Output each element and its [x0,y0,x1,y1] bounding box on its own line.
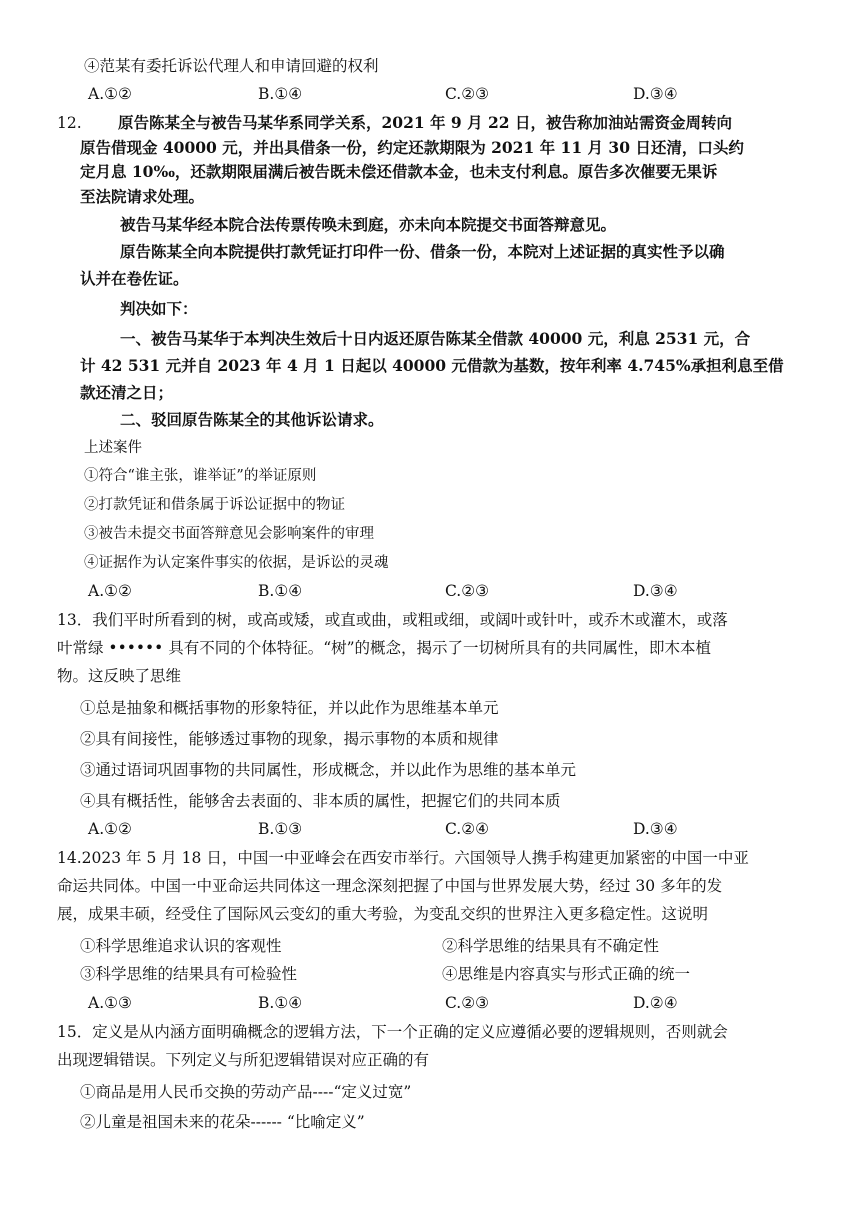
q12-stem: 上述案件 [84,440,142,456]
q14-choice-2: ②科学思维的结果具有不确定性 [442,937,660,955]
q12-number: 12. [57,114,82,132]
q15-stem-line2: 出现逻辑错误。下列定义与所犯逻辑错误对应正确的有 [57,1051,430,1069]
option-c: C.②③ [445,85,490,103]
q15-choice-2: ②儿童是祖国未来的花朵------ “比喻定义” [80,1113,365,1131]
q12-para5-line3: 款还清之日； [80,383,174,402]
option-b: B.①③ [258,820,303,838]
option-c: C.②③ [445,582,490,600]
q15-choice-1: ①商品是用人民币交换的劳动产品----“定义过宽” [80,1083,412,1101]
q14-choices-row2 [80,963,820,985]
q12-para1-line2: 原告借现金 40000 元，并出具借条一份，约定还款期限为 2021 年 11 月 30 日还清，口头约 [80,138,744,157]
q12-options [88,580,818,602]
q12-para5-line1: 一、被告马某华于本判决生效后十日内返还原告陈某全借款 40000 元，利息 2531 元，合 [120,329,751,348]
q12-para3-line1: 原告陈某全向本院提供打款凭证打印件一份、借条一份，本院对上述证据的真实性予以确 [120,242,725,261]
option-a: A.①② [88,820,132,838]
q11-choice-4: ④范某有委托诉讼代理人和申请回避的权利 [84,57,379,75]
q12-choice-1: ①符合“谁主张，谁举证”的举证原则 [84,468,317,484]
option-a: A.①③ [88,994,132,1012]
q14-choice-4: ④思维是内容真实与形式正确的统一 [442,965,691,983]
option-d: D.③④ [633,820,678,838]
q13-stem-line3: 物。这反映了思维 [57,667,182,685]
q13-choice-1: ①总是抽象和概括事物的形象特征，并以此作为思维基本单元 [80,699,499,717]
q12-para3-line2: 认并在卷佐证。 [80,269,189,288]
option-d: D.③④ [633,85,678,103]
option-d: D.③④ [633,582,678,600]
q12-choice-2: ②打款凭证和借条属于诉讼证据中的物证 [84,497,345,513]
q14-stem-line3: 展，成果丰硕，经受住了国际风云变幻的重大考验，为变乱交织的世界注入更多稳定性。这说明 [57,905,709,923]
q13-choice-4: ④具有概括性，能够舍去表面的、非本质的属性，把握它们的共同本质 [80,792,561,810]
q12-para2: 被告马某华经本院合法传票传唤未到庭，亦未向本院提交书面答辩意见。 [120,215,617,234]
q12-choice-4: ④证据作为认定案件事实的依据，是诉讼的灵魂 [84,555,389,571]
option-b: B.①④ [258,85,303,103]
option-d: D.②④ [633,994,678,1012]
q12-para1-line1: 原告陈某全与被告马某华系同学关系，2021 年 9 月 22 日，被告称加油站需资金周转向 [118,113,732,132]
option-a: A.①② [88,85,132,103]
q12-choice-3: ③被告未提交书面答辩意见会影响案件的审理 [84,526,374,542]
q15-stem-line1: 15．定义是从内涵方面明确概念的逻辑方法，下一个正确的定义应遵循必要的逻辑规则，否则就会 [57,1023,728,1041]
q11-options [88,83,818,105]
q13-stem-line2: 叶常绿 •••••• 具有不同的个体特征。“树”的概念，揭示了一切树所具有的共同属性，即木本植 [57,639,712,657]
q14-stem-line2: 命运共同体。中国一中亚命运共同体这一理念深刻把握了中国与世界发展大势，经过 30 多年的发 [57,877,723,895]
q12-para1-line3: 定月息 10‰，还款期限届满后被告既未偿还借款本金，也未支付利息。原告多次催要无果诉 [80,162,718,181]
q14-choices-row1 [80,935,820,957]
q13-choice-3: ③通过语词巩固事物的共同属性，形成概念，并以此作为思维的基本单元 [80,761,577,779]
option-c: C.②④ [445,820,490,838]
q12-para6: 二、驳回原告陈某全的其他诉讼请求。 [120,410,384,429]
q13-options [88,818,818,840]
option-b: B.①④ [258,582,303,600]
option-a: A.①② [88,582,132,600]
q14-choice-3: ③科学思维的结果具有可检验性 [80,965,298,983]
q13-stem-line1: 13．我们平时所看到的树，或高或矮，或直或曲，或粗或细，或阔叶或针叶，或乔木或灌木，或落 [57,611,728,629]
q12-para4: 判决如下： [120,299,198,318]
option-c: C.②③ [445,994,490,1012]
q14-stem-line1: 14.2023 年 5 月 18 日，中国一中亚峰会在西安市举行。六国领导人携手构建更加紧密的中国一中亚 [57,849,749,867]
q14-options [88,992,818,1014]
q13-choice-2: ②具有间接性，能够透过事物的现象，揭示事物的本质和规律 [80,730,499,748]
q12-para1-line4: 至法院请求处理。 [80,187,205,206]
q12-para5-line2: 计 42 531 元并自 2023 年 4 月 1 日起以 40000 元借款为基数，按年利率 4.745%承担利息至借 [80,356,784,375]
q14-choice-1: ①科学思维追求认识的客观性 [80,937,282,955]
option-b: B.①④ [258,994,303,1012]
